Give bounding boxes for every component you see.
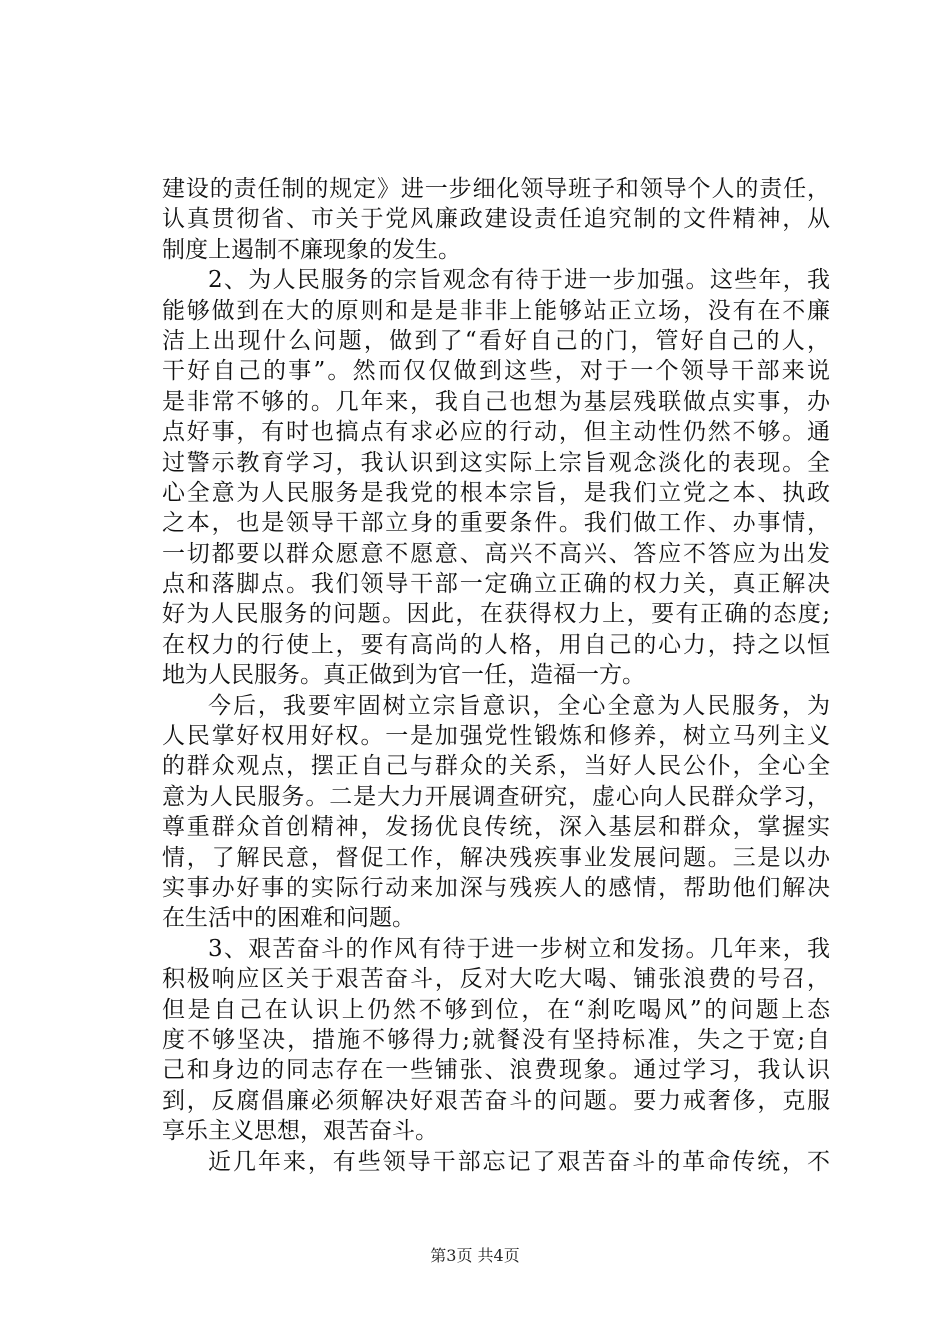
paragraph-3 <box>162 691 830 934</box>
document-body <box>162 174 830 1177</box>
text-line: 认真贯彻省、市关于党风廉政建设责任追究制的文件精神，从 <box>162 206 830 233</box>
paragraph-1 <box>162 174 830 265</box>
paragraph-2 <box>162 265 830 690</box>
text-line: 3、艰苦奋斗的作风有待于进一步树立和发扬。几年来，我 <box>208 935 830 962</box>
text-line: 但是自己在认识上仍然不够到位，在“刹吃喝风”的问题上态 <box>162 996 830 1023</box>
text-line: 心全意为人民服务是我党的根本宗旨，是我们立党之本、执政 <box>162 479 830 506</box>
text-line: 制度上遏制不廉现象的发生。 <box>162 236 461 263</box>
text-line: 在权力的行使上，要有高尚的人格，用自己的心力，持之以恒 <box>162 631 830 658</box>
paragraph-4 <box>162 934 830 1147</box>
text-line: 点和落脚点。我们领导干部一定确立正确的权力关，真正解决 <box>162 571 830 598</box>
text-line: 过警示教育学习，我认识到这实际上宗旨观念淡化的表现。全 <box>162 449 830 476</box>
text-line: 一切都要以群众愿意不愿意、高兴不高兴、答应不答应为出发 <box>162 540 830 567</box>
text-line: 己和身边的同志存在一些铺张、浪费现象。通过学习，我认识 <box>162 1057 830 1084</box>
text-line: 意为人民服务。二是大力开展调查研究，虚心向人民群众学习， <box>162 783 830 810</box>
text-line: 点好事，有时也搞点有求必应的行动，但主动性仍然不够。通 <box>162 419 830 446</box>
text-line: 是非常不够的。几年来，我自己也想为基层残联做点实事，办 <box>162 388 830 415</box>
text-line: 情，了解民意，督促工作，解决残疾事业发展问题。三是以办 <box>162 844 830 871</box>
text-line: 能够做到在大的原则和是是非非上能够站正立场，没有在不廉 <box>162 297 830 324</box>
text-line: 积极响应区关于艰苦奋斗，反对大吃大喝、铺张浪费的号召， <box>162 966 830 993</box>
text-line: 今后，我要牢固树立宗旨意识，全心全意为人民服务，为 <box>208 692 830 719</box>
text-line: 2、为人民服务的宗旨观念有待于进一步加强。这些年，我 <box>208 267 830 294</box>
text-line: 享乐主义思想，艰苦奋斗。 <box>162 1118 438 1145</box>
text-line: 的群众观点，摆正自己与群众的关系，当好人民公仆，全心全 <box>162 753 830 780</box>
text-line: 建设的责任制的规定》进一步细化领导班子和领导个人的责任， <box>162 176 830 202</box>
paragraph-5 <box>162 1147 830 1177</box>
text-line: 洁上出现什么问题，做到了“看好自己的门，管好自己的人， <box>162 327 830 354</box>
text-line: 好为人民服务的问题。因此，在获得权力上，要有正确的态度; <box>162 601 830 628</box>
text-line: 近几年来，有些领导干部忘记了艰苦奋斗的革命传统，不 <box>208 1148 830 1175</box>
text-line: 在生活中的困难和问题。 <box>162 905 415 932</box>
text-line: 之本，也是领导干部立身的重要条件。我们做工作、办事情， <box>162 510 830 537</box>
text-line: 到，反腐倡廉必须解决好艰苦奋斗的问题。要力戒奢侈，克服 <box>162 1087 830 1114</box>
text-line: 尊重群众首创精神，发扬优良传统，深入基层和群众，掌握实 <box>162 814 830 841</box>
text-line: 人民掌好权用好权。一是加强党性锻炼和修养，树立马列主义 <box>162 723 830 750</box>
text-line: 地为人民服务。真正做到为官一任，造福一方。 <box>162 662 645 689</box>
page-number-footer: 第3页 共4页 <box>430 1246 520 1265</box>
text-line: 实事办好事的实际行动来加深与残疾人的感情，帮助他们解决 <box>162 874 830 901</box>
text-line: 干好自己的事”。然而仅仅做到这些，对于一个领导干部来说 <box>162 358 830 385</box>
text-line: 度不够坚决，措施不够得力;就餐没有坚持标准，失之于宽;自 <box>162 1026 830 1053</box>
